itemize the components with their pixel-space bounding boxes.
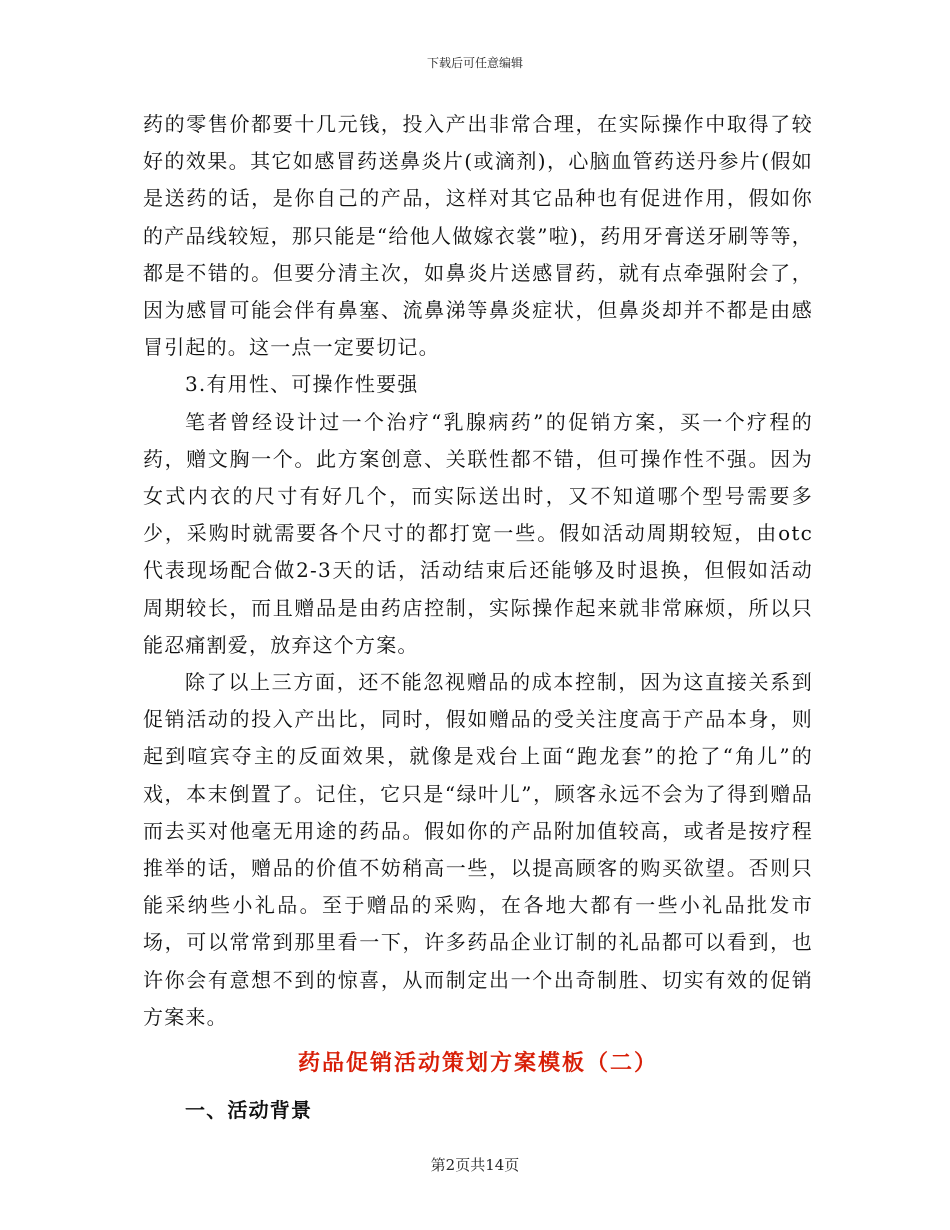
subheading-3: 3.有用性、可操作性要强 — [185, 372, 419, 397]
paragraph-2: 笔者曾经设计过一个治疗“乳腺病药”的促销方案，买一个疗程的药，赠文胸一个。此方案创意、关联性都不错，但可操作性不强。因为女式内衣的尺寸有好几个，而实际送出时，又不知道哪个型号需要多少，采购时就需要各个尺寸的都打宽一些。假如活动周期较短，由otc代表现场配合做2-3天的话，活动结束后还能够及时退换，但假如活动周期较长，而且赠品是由药店控制，实际操作起来就非常麻烦，所以只能忍痛割爱，放弃这个方案。 — [143, 409, 813, 657]
section-title: 药品促销活动策划方案模板（二） — [297, 1051, 658, 1077]
paragraph-1: 药的零售价都要十几元钱，投入产出非常合理，在实际操作中取得了较好的效果。其它如感冒药送鼻炎片(或滴剂)，心脑血管药送丹参片(假如是送药的话，是你自己的产品，这样对其它品种也有促进作用，假如你的产品线较短，那只能是“给他人做嫁衣裳”啦)，药用牙膏送牙刷等等，都是不错的。但要分清主次，如鼻炎片送感冒药，就有点牵强附会了，因为感冒可能会伴有鼻塞、流鼻涕等鼻炎症状，但鼻炎却并不都是由感冒引起的。这一点一定要切记。 — [143, 112, 813, 360]
header-note: 下载后可任意编辑 — [426, 56, 523, 70]
section-heading-background: 一、活动背景 — [185, 1098, 313, 1123]
paragraph-3: 除了以上三方面，还不能忽视赠品的成本控制，因为这直接关系到促销活动的投入产出比，同时，假如赠品的受关注度高于产品本身，则起到喧宾夺主的反面效果，就像是戏台上面“跑龙套”的抢了“角儿”的戏，本末倒置了。记住，它只是“绿叶儿”，顾客永远不会为了得到赠品而去买对他毫无用途的药品。假如你的产品附加值较高，或者是按疗程推举的话，赠品的价值不妨稍高一些，以提高顾客的购买欲望。否则只能采纳些小礼品。至于赠品的采购，在各地大都有一些小礼品批发市场，可以常常到那里看一下，许多药品企业订制的礼品都可以看到，也许你会有意想不到的惊喜，从而制定出一个出奇制胜、切实有效的促销方案来。 — [143, 670, 813, 1029]
page-number: 第2页共14页 — [430, 1156, 520, 1174]
document-body — [143, 106, 813, 1130]
